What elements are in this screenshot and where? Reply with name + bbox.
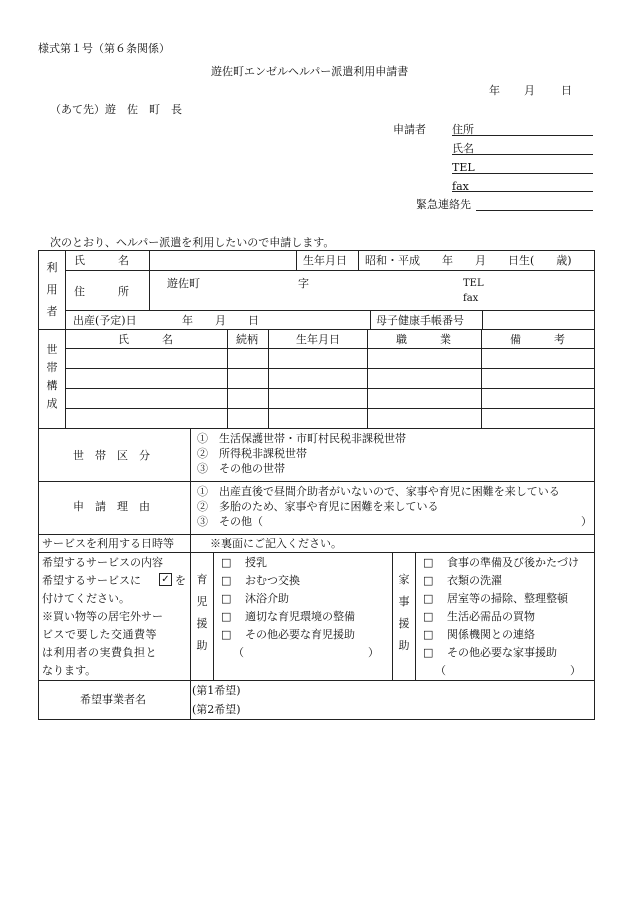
reason-option-2[interactable]: ② 多胎のため、家事や育児に困難を来している [197, 500, 439, 513]
household-col-occupation: 職 業 [396, 333, 451, 346]
childcare-item-3: 沐浴介助 [245, 592, 289, 605]
applicant-tel-field[interactable] [452, 173, 593, 174]
applicant-name-label: 氏名 [452, 142, 474, 155]
checkbox-icon[interactable]: □ [423, 556, 434, 569]
category-label: 世 帯 区 分 [73, 449, 150, 462]
user-birth-value[interactable]: 昭和・平成 年 月 日生( 歳) [365, 254, 572, 267]
date-month-label: 月 [524, 84, 535, 97]
household-row[interactable] [66, 409, 594, 428]
desired-text-8: なります。 [42, 664, 97, 677]
provider-label: 希望事業者名 [80, 693, 146, 706]
checkbox-icon[interactable]: □ [423, 574, 434, 587]
household-row[interactable] [66, 349, 594, 368]
housework-item-6: その他必要な家事援助 [447, 646, 557, 659]
applicant-name-field[interactable] [452, 154, 593, 155]
checkbox-icon[interactable]: □ [221, 556, 232, 569]
desired-text-3: を [175, 574, 186, 587]
provider-second-choice[interactable]: (第2希望) [192, 703, 241, 716]
childcare-item-1: 授乳 [245, 556, 267, 569]
housework-item-5: 関係機関との連絡 [447, 628, 535, 641]
applicant-label: 申請者 [393, 123, 426, 136]
applicant-tel-label: TEL [452, 161, 475, 174]
childcare-item-4: 適切な育児環境の整備 [245, 610, 355, 623]
housework-other-close: ） [570, 664, 581, 677]
applicant-address-field[interactable] [452, 135, 593, 136]
reason-label: 申 請 理 由 [73, 500, 150, 513]
household-col-relation: 続柄 [236, 333, 258, 346]
checkbox-icon[interactable]: □ [221, 628, 232, 641]
applicant-address-label: 住所 [452, 123, 474, 136]
user-side-label: 利 用 者 [46, 261, 58, 318]
checkbox-icon[interactable]: □ [423, 628, 434, 641]
service-time-note: ※裏面にご記入ください。 [210, 537, 342, 550]
household-col-name: 氏 名 [118, 333, 173, 346]
user-birth-label: 生年月日 [303, 254, 347, 267]
due-date-label: 出産(予定)日 [73, 314, 137, 327]
form-number: 様式第１号（第６条関係） [38, 42, 170, 55]
reason-option-1[interactable]: ① 出産直後で昼間介助者がいないので、家事や育児に困難を来している [197, 485, 560, 498]
user-address-label: 住 所 [74, 285, 129, 298]
applicant-fax-label: fax [452, 180, 469, 193]
desired-text-4: 付けてください。 [42, 592, 130, 605]
checkbox-icon[interactable]: □ [423, 592, 434, 605]
checkbox-icon[interactable]: □ [423, 646, 434, 659]
checkbox-icon[interactable]: □ [221, 592, 232, 605]
category-option-2[interactable]: ② 所得税非課税世帯 [197, 447, 307, 460]
applicant-fax-field[interactable] [452, 191, 593, 192]
service-time-label: サービスを利用する日時等 [42, 537, 174, 550]
childcare-other-open: （ [233, 646, 244, 659]
user-aza-label: 字 [298, 277, 309, 290]
housework-item-2: 衣類の洗濯 [447, 574, 502, 587]
user-name-label: 氏 名 [74, 254, 129, 267]
household-row[interactable] [66, 389, 594, 408]
provider-first-choice[interactable]: (第1希望) [192, 684, 241, 697]
intro-text: 次のとおり、ヘルパー派遣を利用したいので申請します。 [50, 236, 335, 249]
checkbox-icon[interactable]: □ [221, 574, 232, 587]
household-side-label: 世 帯 構 成 [46, 343, 58, 410]
mch-number-field[interactable] [486, 312, 591, 327]
mch-number-label: 母子健康手帳番号 [376, 314, 464, 327]
addressee: （あて先）遊 佐 町 長 [50, 103, 182, 116]
desired-text-7: は利用者の実費負担と [42, 646, 157, 659]
desired-text-2: 希望するサービスに [42, 574, 141, 587]
user-name-field[interactable] [152, 253, 292, 267]
form-title: 遊佐町エンゼルヘルパー派遣利用申請書 [211, 65, 409, 78]
emergency-contact-field[interactable] [476, 210, 593, 211]
check-sample-icon: ✓ [159, 573, 172, 586]
household-col-birth: 生年月日 [296, 333, 340, 346]
emergency-contact-label: 緊急連絡先 [416, 198, 471, 211]
housework-item-1: 食事の準備及び後かたづけ [447, 556, 579, 569]
housework-item-4: 生活必需品の買物 [447, 610, 535, 623]
category-option-1[interactable]: ① 生活保護世帯・市町村民税非課税世帯 [197, 432, 406, 445]
desired-text-1: 希望するサービスの内容 [42, 556, 163, 569]
childcare-item-2: おむつ交換 [245, 574, 300, 587]
desired-text-5: ※買い物等の居宅外サー [42, 610, 163, 623]
user-tel-label: TEL [463, 278, 484, 289]
desired-text-6: ビスで要した交通費等 [42, 628, 157, 641]
user-fax-label: fax [463, 293, 479, 304]
housework-side-label: 家 事 援 助 [398, 573, 410, 652]
housework-item-3: 居室等の掃除、整理整頓 [447, 592, 568, 605]
reason-option-3[interactable]: ③ その他（ [197, 515, 263, 528]
household-row[interactable] [66, 369, 594, 388]
checkbox-icon[interactable]: □ [423, 610, 434, 623]
category-option-3[interactable]: ③ その他の世帯 [197, 462, 285, 475]
childcare-other-close: ） [368, 646, 379, 659]
childcare-side-label: 育 児 援 助 [196, 573, 208, 652]
housework-other-open: （ [435, 664, 446, 677]
household-col-remarks: 備 考 [510, 333, 565, 346]
due-date-value[interactable]: 年 月 日 [182, 314, 259, 327]
user-address-prefix: 遊佐町 [167, 277, 200, 290]
date-year-label: 年 [489, 84, 500, 97]
childcare-item-5: その他必要な育児援助 [245, 628, 355, 641]
checkbox-icon[interactable]: □ [221, 610, 232, 623]
reason-close-paren: ） [581, 515, 592, 528]
date-day-label: 日 [561, 84, 572, 97]
